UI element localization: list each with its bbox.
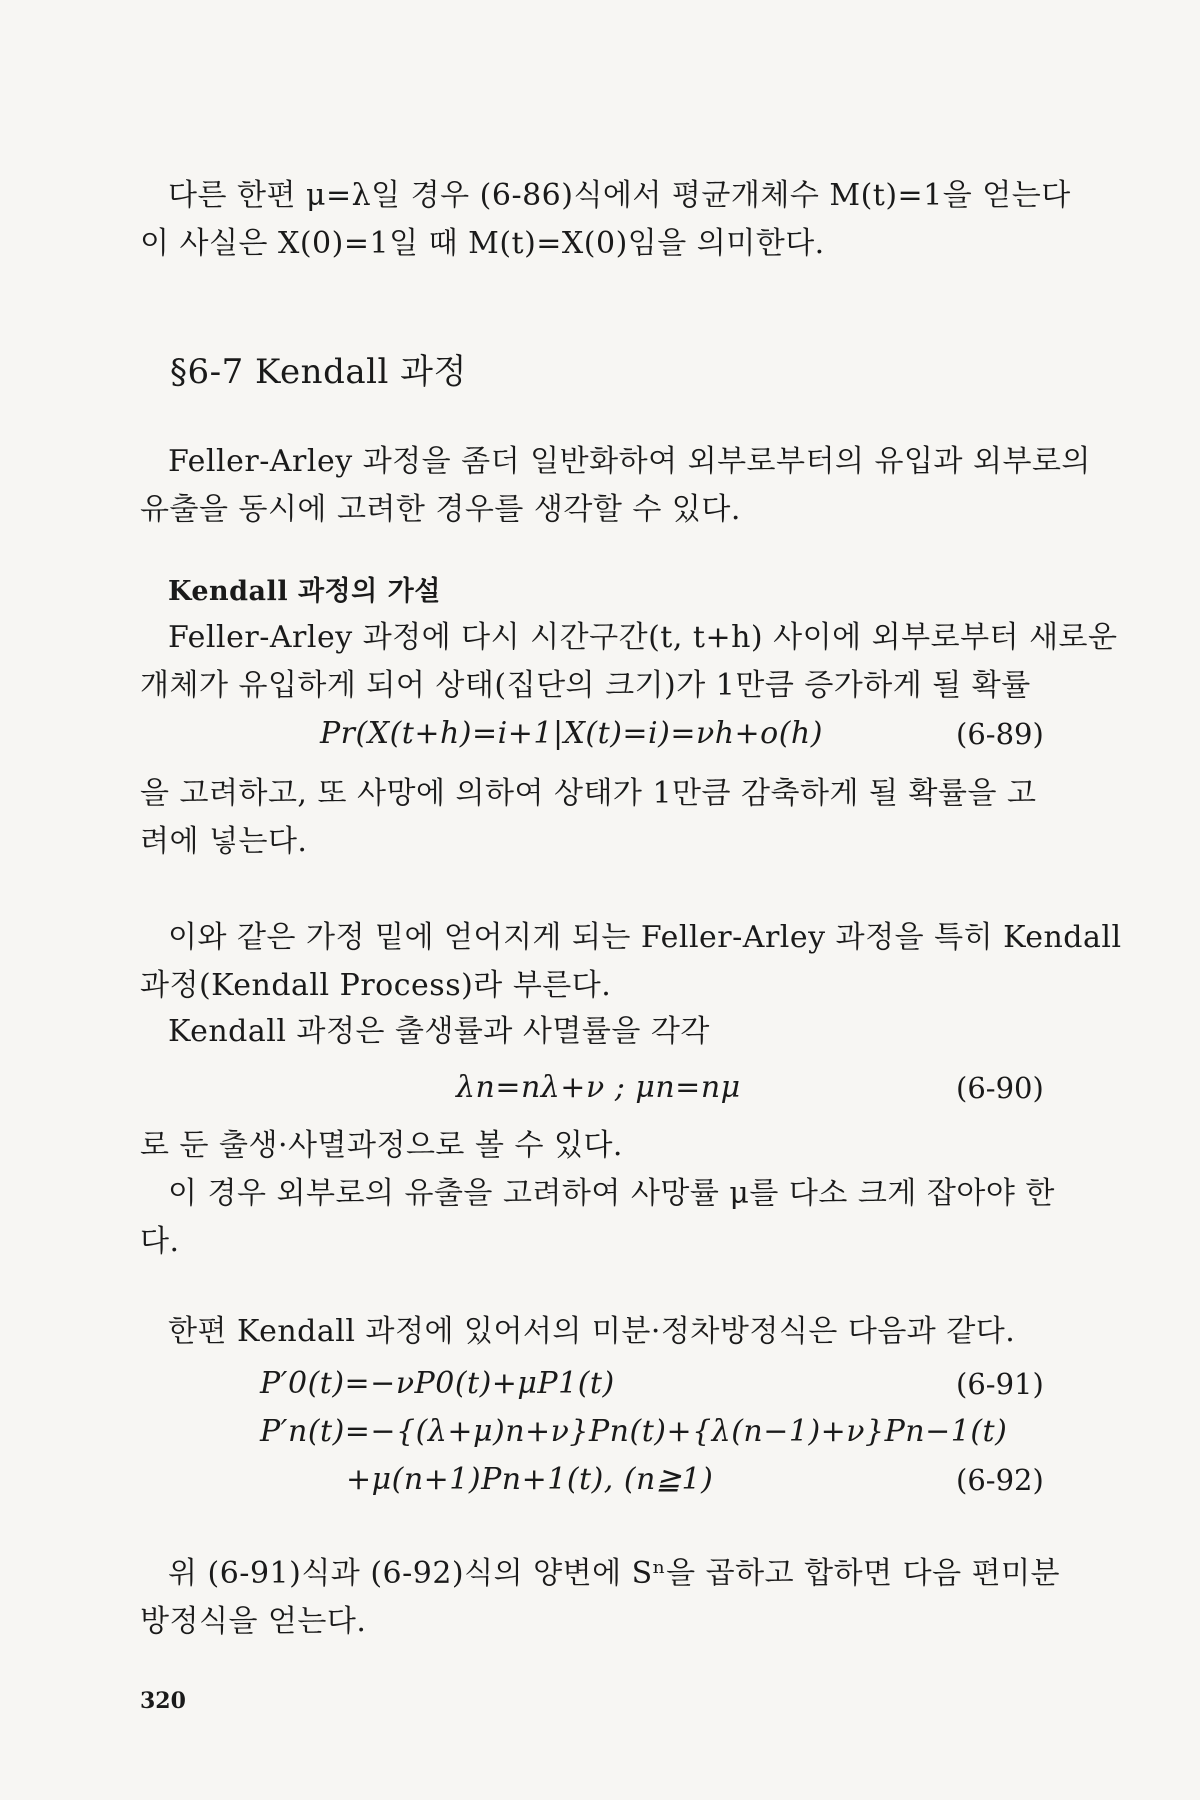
paragraph-5-line-2: 이 경우 외부로의 유출을 고려하여 사망률 μ를 다소 크게 잡아야 한 [168,1176,1055,1211]
paragraph-2-line-1: Feller-Arley 과정을 좀더 일반화하여 외부로부터의 유입과 외부로의 [168,444,1091,479]
paragraph-5-line-1: 로 둔 출생·사멸과정으로 볼 수 있다. [140,1128,623,1163]
assumption-line-2: 개체가 유입하게 되어 상태(집단의 크기)가 1만큼 증가하게 될 확률 [140,668,1031,703]
section-title: §6-7 Kendall 과정 [170,352,467,392]
assumption-line-1: Feller-Arley 과정에 다시 시간구간(t, t+h) 사이에 외부로부터 새로운 [168,620,1118,655]
equation-6-91: P′0(t)=−νP0(t)+μP1(t) [260,1366,615,1401]
equation-6-92-line-1: P′n(t)=−{(λ+μ)n+ν}Pn(t)+{λ(n−1)+ν}Pn−1(t) [260,1414,1008,1449]
equation-number-6-90: (6-90) [956,1071,1044,1105]
equation-6-89: Pr(X(t+h)=i+1|X(t)=i)=νh+o(h) [320,716,823,751]
paragraph-5-line-3: 다. [140,1224,180,1259]
equation-number-6-91: (6-91) [956,1367,1044,1401]
paragraph-7-line-1: 위 (6-91)식과 (6-92)식의 양변에 Sⁿ을 곱하고 합하면 다음 편미분 [168,1556,1061,1591]
equation-6-92-line-2: +μ(n+1)Pn+1(t), (n≧1) [346,1462,714,1497]
paragraph-2-line-2: 유출을 동시에 고려한 경우를 생각할 수 있다. [140,492,741,527]
equation-number-6-92: (6-92) [956,1463,1044,1497]
paragraph-4-line-1: 이와 같은 가정 밑에 얻어지게 되는 Feller-Arley 과정을 특히 Kendall [168,920,1122,955]
paragraph-1-line-1: 다른 한편 μ=λ일 경우 (6-86)식에서 평균개체수 M(t)=1을 얻는다 [168,178,1071,213]
equation-number-6-89: (6-89) [956,717,1044,751]
paragraph-3-line-1: 을 고려하고, 또 사망에 의하여 상태가 1만큼 감축하게 될 확률을 고 [140,776,1037,811]
paragraph-3-line-2: 려에 넣는다. [140,824,308,859]
paragraph-4-line-2: 과정(Kendall Process)라 부른다. [140,968,612,1003]
page-number: 320 [140,1688,186,1714]
paragraph-4-line-3: Kendall 과정은 출생률과 사멸률을 각각 [168,1014,710,1049]
paragraph-1-line-2: 이 사실은 X(0)=1일 때 M(t)=X(0)임을 의미한다. [140,226,825,261]
equation-6-90: λn=nλ+ν ; μn=nμ [456,1070,741,1105]
paragraph-7-line-2: 방정식을 얻는다. [140,1604,367,1639]
assumption-heading: Kendall 과정의 가설 [168,576,441,607]
paragraph-6-line-1: 한편 Kendall 과정에 있어서의 미분·정차방정식은 다음과 같다. [168,1314,1016,1349]
